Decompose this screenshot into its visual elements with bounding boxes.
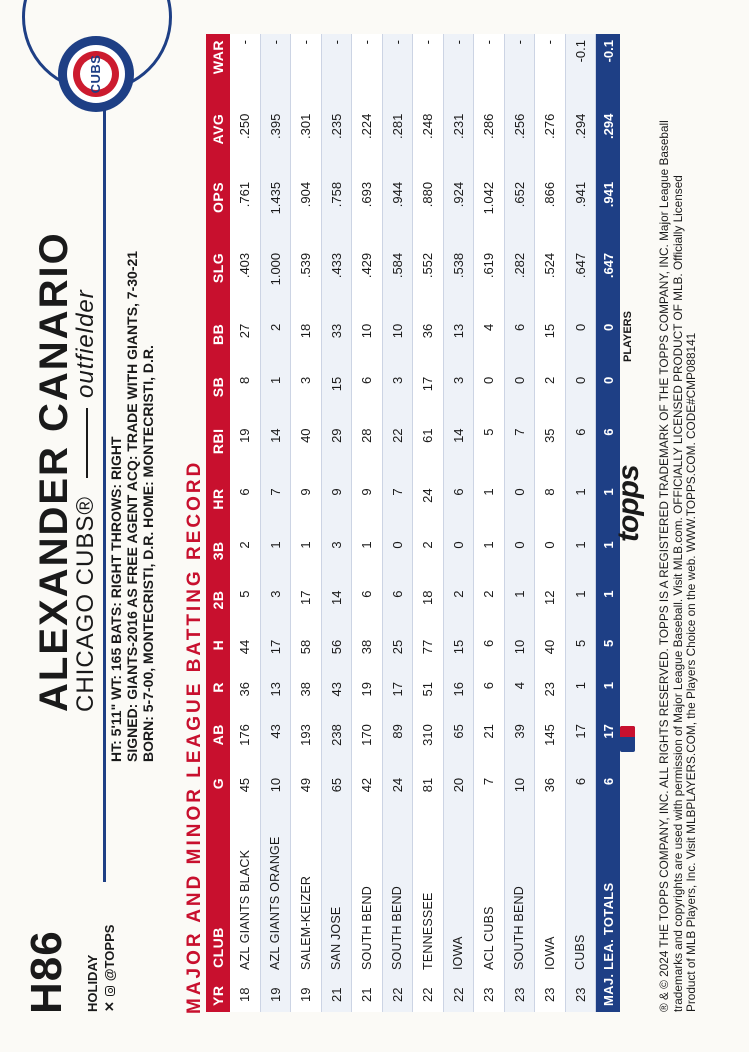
table-cell: SOUTH BEND xyxy=(382,814,413,974)
table-cell: 8 xyxy=(230,371,260,423)
table-cell: 170 xyxy=(352,718,383,772)
players-logo: PLAYERS xyxy=(622,311,634,362)
column-header: SB xyxy=(206,371,230,423)
table-cell: 3 xyxy=(443,371,474,423)
card-number: H86 xyxy=(22,930,71,1014)
column-header: RBI xyxy=(206,422,230,482)
table-cell: .944 xyxy=(382,176,413,247)
table-cell: .276 xyxy=(535,108,566,176)
column-header: SLG xyxy=(206,247,230,318)
table-cell: 3 xyxy=(291,371,322,423)
column-header: G xyxy=(206,772,230,814)
column-header: 3B xyxy=(206,535,230,584)
table-cell: 35 xyxy=(535,422,566,482)
table-cell: 40 xyxy=(535,634,566,676)
table-cell: IOWA xyxy=(535,814,566,974)
table-cell: - xyxy=(382,34,413,108)
table-cell: 0 xyxy=(565,318,596,371)
table-row xyxy=(260,34,291,1012)
bio-line-3: BORN: 5-7-00, MONTECRISTI, D.R. HOME: MONTECRISTI, D.R. xyxy=(140,345,156,762)
table-cell: 17 xyxy=(382,676,413,718)
table-cell: 13 xyxy=(443,318,474,371)
table-cell: 6 xyxy=(352,371,383,423)
table-cell: AZL GIANTS BLACK xyxy=(230,814,260,974)
legal-line-2: trademarks and copyrights are used with permission of Major League Baseball. Visit MLB.com. OFFICIALLY LICENSED PRODUCT OF MLB. Officially Licensed xyxy=(670,175,685,1012)
table-cell: 61 xyxy=(413,422,444,482)
table-cell: 23 xyxy=(474,974,505,1012)
table-cell: 58 xyxy=(291,634,322,676)
table-cell: 2 xyxy=(535,371,566,423)
table-cell: SAN JOSE xyxy=(321,814,352,974)
table-row xyxy=(443,34,474,1012)
table-cell: 43 xyxy=(321,676,352,718)
table-cell: - xyxy=(474,34,505,108)
table-cell: 65 xyxy=(321,772,352,814)
table-cell: 238 xyxy=(321,718,352,772)
table-row xyxy=(565,34,596,1012)
table-cell: 22 xyxy=(443,974,474,1012)
totals-cell: 1 xyxy=(596,482,621,535)
table-cell: 1.042 xyxy=(474,176,505,247)
table-cell: .403 xyxy=(230,247,260,318)
table-cell: 14 xyxy=(321,585,352,634)
table-cell: .235 xyxy=(321,108,352,176)
column-header: HR xyxy=(206,482,230,535)
totals-cell: 0 xyxy=(596,318,621,371)
table-cell: .524 xyxy=(535,247,566,318)
header-rule xyxy=(103,92,106,882)
table-cell: .924 xyxy=(443,176,474,247)
table-cell: 2 xyxy=(260,318,291,371)
table-row xyxy=(291,34,322,1012)
instagram-icon xyxy=(105,986,115,996)
column-header: CLUB xyxy=(206,814,230,974)
table-cell: 6 xyxy=(504,318,535,371)
table-cell: 2 xyxy=(413,535,444,584)
table-cell: 6 xyxy=(474,676,505,718)
x-logo-icon: ✕ xyxy=(102,1001,117,1012)
table-cell: 1 xyxy=(504,585,535,634)
table-cell: 18 xyxy=(413,585,444,634)
table-cell: 3 xyxy=(321,535,352,584)
totals-cell: .294 xyxy=(596,108,621,176)
table-row xyxy=(535,34,566,1012)
footer-logos xyxy=(612,52,652,752)
table-cell: .281 xyxy=(382,108,413,176)
table-cell: - xyxy=(230,34,260,108)
batting-record-table xyxy=(206,34,620,1012)
table-cell: - xyxy=(413,34,444,108)
table-cell: .395 xyxy=(260,108,291,176)
table-cell: .538 xyxy=(443,247,474,318)
totals-cell: 1 xyxy=(596,676,621,718)
table-cell: 310 xyxy=(413,718,444,772)
table-cell: 23 xyxy=(535,676,566,718)
table-cell: 0 xyxy=(504,535,535,584)
totals-cell: 6 xyxy=(596,422,621,482)
table-cell: 4 xyxy=(474,318,505,371)
table-cell: 0 xyxy=(504,371,535,423)
table-cell: .647 xyxy=(565,247,596,318)
table-cell: 0 xyxy=(443,535,474,584)
table-cell: - xyxy=(321,34,352,108)
table-cell: .761 xyxy=(230,176,260,247)
table-cell: - xyxy=(291,34,322,108)
table-cell: - xyxy=(352,34,383,108)
table-cell: 24 xyxy=(413,482,444,535)
team-name: CHICAGO CUBS® xyxy=(72,495,99,712)
bio-block xyxy=(108,251,156,762)
table-cell: SOUTH BEND xyxy=(352,814,383,974)
table-cell: 9 xyxy=(321,482,352,535)
totals-cell: 5 xyxy=(596,634,621,676)
table-cell: 15 xyxy=(443,634,474,676)
table-cell: .294 xyxy=(565,108,596,176)
table-cell: ACL CUBS xyxy=(474,814,505,974)
table-cell: 21 xyxy=(474,718,505,772)
table-cell: 3 xyxy=(382,371,413,423)
table-cell: .758 xyxy=(321,176,352,247)
table-cell: 17 xyxy=(413,371,444,423)
table-row xyxy=(321,34,352,1012)
column-header: 2B xyxy=(206,585,230,634)
table-cell: .904 xyxy=(291,176,322,247)
table-cell: 176 xyxy=(230,718,260,772)
player-name: ALEXANDER CANARIO xyxy=(32,231,76,712)
table-cell: .652 xyxy=(504,176,535,247)
table-cell: 22 xyxy=(382,974,413,1012)
table-cell: 0 xyxy=(474,371,505,423)
table-cell: 1 xyxy=(565,585,596,634)
table-cell: SOUTH BEND xyxy=(504,814,535,974)
table-cell: .248 xyxy=(413,108,444,176)
table-cell: 21 xyxy=(321,974,352,1012)
totals-cell: 0 xyxy=(596,371,621,423)
table-cell: .866 xyxy=(535,176,566,247)
table-cell: 56 xyxy=(321,634,352,676)
mlb-logo-icon xyxy=(620,726,635,752)
table-cell: 145 xyxy=(535,718,566,772)
legal-line-3: Product of MLB Players, Inc. Visit MLBPLAYERS.COM, the Players Choice on the web. WWW.TOPPS.COM. CODE#CMP088141 xyxy=(684,332,698,1012)
bio-line-1: HT: 5'11" WT: 165 BATS: RIGHT THROWS: RIGHT xyxy=(108,436,124,762)
table-cell: 42 xyxy=(352,772,383,814)
table-cell: 2 xyxy=(230,535,260,584)
totals-cell: 1 xyxy=(596,585,621,634)
table-cell: 17 xyxy=(260,634,291,676)
table-cell: - xyxy=(260,34,291,108)
totals-cell: 17 xyxy=(596,718,621,772)
table-cell: 1.000 xyxy=(260,247,291,318)
logo-text: CUBS xyxy=(88,54,103,94)
totals-cell: 1 xyxy=(596,535,621,584)
table-cell: 65 xyxy=(443,718,474,772)
table-cell: 9 xyxy=(352,482,383,535)
table-cell: - xyxy=(504,34,535,108)
table-cell: .282 xyxy=(504,247,535,318)
table-cell: 1 xyxy=(352,535,383,584)
table-row xyxy=(474,34,505,1012)
table-cell: 45 xyxy=(230,772,260,814)
table-cell: 27 xyxy=(230,318,260,371)
table-cell: 0 xyxy=(382,535,413,584)
table-cell: 5 xyxy=(474,422,505,482)
table-cell: 6 xyxy=(565,422,596,482)
table-cell: 22 xyxy=(413,974,444,1012)
totals-cell: -0.1 xyxy=(596,34,621,108)
table-cell: 1 xyxy=(260,371,291,423)
legal-text xyxy=(658,37,699,1012)
table-cell: 81 xyxy=(413,772,444,814)
table-cell: 13 xyxy=(260,676,291,718)
table-cell: 19 xyxy=(230,422,260,482)
column-header: WAR xyxy=(206,34,230,108)
table-cell: .429 xyxy=(352,247,383,318)
table-cell: 1 xyxy=(291,535,322,584)
table-cell: 1 xyxy=(565,676,596,718)
table-cell: - xyxy=(535,34,566,108)
table-cell: 9 xyxy=(291,482,322,535)
table-cell: 36 xyxy=(413,318,444,371)
legal-line-1: ® & © 2024 THE TOPPS COMPANY, INC. ALL RIGHTS RESERVED. TOPPS IS A REGISTERED TRADEMARK OF THE TOPPS COMPANY, INC. Major League Baseball xyxy=(657,120,671,1012)
column-header: AVG xyxy=(206,108,230,176)
table-cell: .231 xyxy=(443,108,474,176)
table-cell: 0 xyxy=(504,482,535,535)
table-cell: IOWA xyxy=(443,814,474,974)
column-header: YR xyxy=(206,974,230,1012)
table-cell: 10 xyxy=(504,772,535,814)
table-cell: 0 xyxy=(565,371,596,423)
table-cell: 36 xyxy=(230,676,260,718)
table-cell: AZL GIANTS ORANGE xyxy=(260,814,291,974)
table-cell: 3 xyxy=(260,585,291,634)
table-cell: 15 xyxy=(321,371,352,423)
column-header: H xyxy=(206,634,230,676)
table-cell: 19 xyxy=(291,974,322,1012)
table-cell: 89 xyxy=(382,718,413,772)
topps-logo: topps xyxy=(612,465,645,542)
table-cell: .224 xyxy=(352,108,383,176)
table-cell: 23 xyxy=(565,974,596,1012)
table-cell: 20 xyxy=(443,772,474,814)
table-cell: 40 xyxy=(291,422,322,482)
table-cell: 21 xyxy=(352,974,383,1012)
table-cell: 1 xyxy=(565,535,596,584)
social-handle: @TOPPS xyxy=(102,924,117,982)
bio-line-2: SIGNED: GIANTS-2016 AS FREE AGENT ACQ: TRADE WITH GIANTS, 7-30-21 xyxy=(124,250,140,762)
table-cell: .256 xyxy=(504,108,535,176)
table-row xyxy=(230,34,260,1012)
table-cell: 19 xyxy=(260,974,291,1012)
table-cell: 6 xyxy=(443,482,474,535)
table-row xyxy=(504,34,535,1012)
table-cell: 12 xyxy=(535,585,566,634)
table-cell: 7 xyxy=(260,482,291,535)
table-cell: 28 xyxy=(352,422,383,482)
table-cell: 193 xyxy=(291,718,322,772)
table-cell: TENNESSEE xyxy=(413,814,444,974)
table-cell: 6 xyxy=(474,634,505,676)
table-cell: 38 xyxy=(352,634,383,676)
table-cell: 0 xyxy=(535,535,566,584)
table-cell: 17 xyxy=(291,585,322,634)
totals-cell: 6 xyxy=(596,772,621,814)
table-cell: 33 xyxy=(321,318,352,371)
table-cell: - xyxy=(443,34,474,108)
table-cell: 39 xyxy=(504,718,535,772)
table-cell: 15 xyxy=(535,318,566,371)
table-cell: 14 xyxy=(443,422,474,482)
table-cell: 10 xyxy=(504,634,535,676)
table-cell: 7 xyxy=(382,482,413,535)
table-cell: 4 xyxy=(504,676,535,718)
totals-cell: MAJ. LEA. TOTALS xyxy=(596,814,621,1012)
section-title: MAJOR AND MINOR LEAGUE BATTING RECORD xyxy=(184,459,205,1014)
totals-cell: .647 xyxy=(596,247,621,318)
table-cell: 18 xyxy=(230,974,260,1012)
table-cell: .433 xyxy=(321,247,352,318)
table-cell: 29 xyxy=(321,422,352,482)
team-rule xyxy=(86,408,88,478)
table-cell: 16 xyxy=(443,676,474,718)
table-row xyxy=(382,34,413,1012)
cubs-logo-icon xyxy=(58,36,134,112)
table-cell: 6 xyxy=(382,585,413,634)
table-cell: 5 xyxy=(565,634,596,676)
table-cell: 7 xyxy=(504,422,535,482)
table-cell: SALEM-KEIZER xyxy=(291,814,322,974)
table-cell: 44 xyxy=(230,634,260,676)
table-cell: 38 xyxy=(291,676,322,718)
table-row xyxy=(413,34,444,1012)
column-header: AB xyxy=(206,718,230,772)
table-header-row xyxy=(206,34,230,1012)
table-cell: 5 xyxy=(230,585,260,634)
table-cell: 2 xyxy=(474,585,505,634)
table-cell: 10 xyxy=(352,318,383,371)
table-cell: .941 xyxy=(565,176,596,247)
table-cell: 1.435 xyxy=(260,176,291,247)
table-cell: 8 xyxy=(535,482,566,535)
set-name: HOLIDAY xyxy=(85,954,100,1012)
table-cell: 51 xyxy=(413,676,444,718)
table-cell: 18 xyxy=(291,318,322,371)
table-cell: 10 xyxy=(382,318,413,371)
player-position: outfielder xyxy=(72,289,99,398)
table-cell: .693 xyxy=(352,176,383,247)
table-cell: 23 xyxy=(504,974,535,1012)
table-cell: 22 xyxy=(382,422,413,482)
table-cell: CUBS xyxy=(565,814,596,974)
table-cell: .539 xyxy=(291,247,322,318)
table-cell: 7 xyxy=(474,772,505,814)
table-cell: .301 xyxy=(291,108,322,176)
table-cell: .880 xyxy=(413,176,444,247)
table-cell: -0.1 xyxy=(565,34,596,108)
table-row xyxy=(352,34,383,1012)
brand-block xyxy=(84,925,118,1012)
table-cell: 36 xyxy=(535,772,566,814)
column-header: OPS xyxy=(206,176,230,247)
table-cell: 1 xyxy=(260,535,291,584)
column-header: R xyxy=(206,676,230,718)
table-cell: .584 xyxy=(382,247,413,318)
totals-cell: .941 xyxy=(596,176,621,247)
table-cell: 49 xyxy=(291,772,322,814)
table-cell: .619 xyxy=(474,247,505,318)
table-cell: .552 xyxy=(413,247,444,318)
table-cell: 23 xyxy=(535,974,566,1012)
table-cell: .250 xyxy=(230,108,260,176)
table-cell: 6 xyxy=(230,482,260,535)
table-cell: 6 xyxy=(352,585,383,634)
table-cell: 43 xyxy=(260,718,291,772)
table-cell: 77 xyxy=(413,634,444,676)
table-cell: 19 xyxy=(352,676,383,718)
table-cell: 1 xyxy=(474,535,505,584)
table-cell: 14 xyxy=(260,422,291,482)
table-cell: 10 xyxy=(260,772,291,814)
table-cell: 25 xyxy=(382,634,413,676)
table-cell: 17 xyxy=(565,718,596,772)
table-cell: 24 xyxy=(382,772,413,814)
table-cell: 1 xyxy=(565,482,596,535)
table-cell: .286 xyxy=(474,108,505,176)
table-cell: 2 xyxy=(443,585,474,634)
social-handles xyxy=(101,925,118,1012)
table-cell: 1 xyxy=(474,482,505,535)
table-cell: 6 xyxy=(565,772,596,814)
column-header: BB xyxy=(206,318,230,371)
team-line xyxy=(72,289,100,712)
